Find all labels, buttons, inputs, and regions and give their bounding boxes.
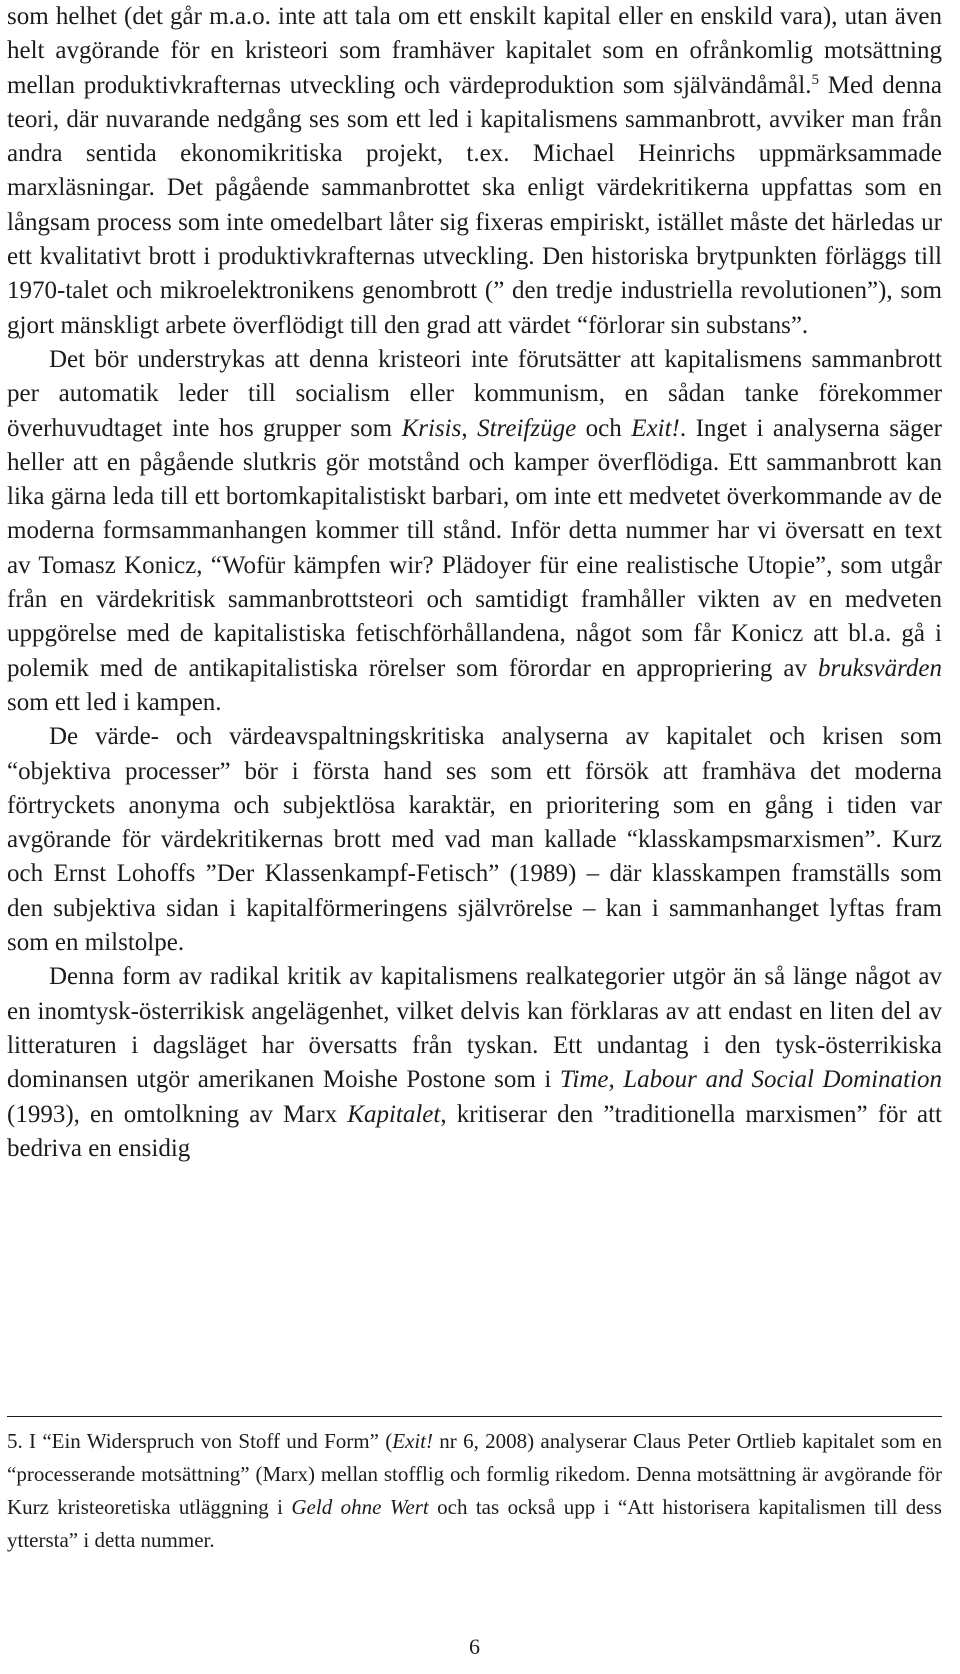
journal-title-streifzuege: Streifzüge <box>477 414 577 442</box>
journal-title-krisis: Krisis <box>401 414 462 442</box>
paragraph-4-text-b: (1993), en omtolkning av Marx <box>7 1100 348 1128</box>
paragraph-2-text-a: Det bör understrykas att denna kristeori inte förutsätter att kapitalismens sammanbrott per automatik leder till socialism eller kommunism, en sådan tanke förekommer överhuvudtaget inte hos grupper som <box>7 345 942 442</box>
page-number: 6 <box>469 1634 480 1659</box>
body-text <box>7 0 942 1166</box>
paragraph-2 <box>7 343 942 720</box>
footnote-text-b: nr 6, 2008) analyserar Claus Peter Ortlieb kapitalet som en “processerande motsättning” (Marx) mellan stofflig och formlig rikedom. Denna motsättning är avgörande för Kurz kristeoretiska utläggning i <box>7 1429 942 1519</box>
paragraph-2-text-e: som ett led i kampen. <box>7 688 222 716</box>
footnote-journal-exit: Exit! <box>392 1429 434 1453</box>
paragraph-1-text-a: som helhet (det går m.a.o. inte att tala om ett enskilt kapital eller en enskild vara), utan även helt avgörande för en kristeori som framhäver kapitalet som en ofrånkomlig motsättning mellan produktivkrafternas utveckling och värdeproduktion som självändåmål. <box>7 3 942 99</box>
paragraph-4 <box>7 960 942 1166</box>
document-page <box>7 0 942 1674</box>
paragraph-2-text-d: . Inget i analyserna säger heller att en pågående slutkris gör motstånd och kamper överflödiga. Ett sammanbrott kan lika gärna leda till ett bortomkapitalistiskt barbari, om inte ett medvetet överkommande av de moderna formsammanhangen kommer till stånd. Inför detta nummer har vi översatt en text av Tomasz Konicz, “Wofür kämpfen wir? Plädoyer für eine realistische Utopie”, som utgår från en värdekritisk sammanbrottsteori och samtidigt framhåller vikten av en medveten uppgörelse med de kapitalistiska fetischförhållandena, något som får Konicz att bl.a. gå i polemik med de antikapitalistiska rörelser som förordar en appropriering av <box>7 414 942 682</box>
footnote-reference-5: 5 <box>811 71 819 88</box>
term-bruksvarden: bruksvärden <box>817 654 942 682</box>
book-title-time-labour: Time, Labour and Social Domination <box>559 1066 943 1094</box>
footnote-5 <box>7 1425 942 1557</box>
paragraph-2-text-c: och <box>576 414 632 442</box>
footnote-text-c: och tas också upp i “Att historisera kapitalismen till dess yttersta” i detta nummer. <box>7 1495 942 1552</box>
paragraph-2-text-b: , <box>461 414 478 442</box>
paragraph-3: De värde- och värdeavspaltningskritiska analyserna av kapitalet och krisen som “objektiva processer” bör i första hand ses som ett försök att framhäva det moderna förtryckets anonyma och subjektlösa karaktär, en prioritering som en gång i tiden var avgörande för värdekritikernas brott med vad man kallade “klasskampsmarxismen”. Kurz och Ernst Lohoffs ”Der Klassenkampf-Fetisch” (1989) – där klasskampen framställs som den subjektiva sidan i kapitalförmeringens självrörelse – kan i sammanhanget lyftas fram som en milstolpe. <box>7 723 942 957</box>
paragraph-4-text-a: Denna form av radikal kritik av kapitalismens realkategorier utgör än så länge något av en inomtysk-österrikisk angelägenhet, vilket delvis kan förklaras av att endast en liten del av litteraturen i dagsläget har översatts från tyskan. Ett undantag i den tysk-österrikiska dominansen utgör amerikanen Moishe Postone som i <box>7 963 942 1094</box>
footnote-text-a: 5. I “Ein Widerspruch von Stoff und Form” ( <box>7 1429 393 1453</box>
book-title-kapitalet: Kapitalet <box>347 1100 441 1128</box>
journal-title-exit: Exit! <box>631 414 680 442</box>
paragraph-4-text-c: , kritiserar den ”traditionella marxismen” för att bedriva en ensidig <box>7 1100 942 1162</box>
footnote-book-geld-ohne-wert: Geld ohne Wert <box>291 1495 429 1519</box>
paragraph-1-text-b: Med denna teori, där nuvarande nedgång ses som ett led i kapitalismens sammanbrott, avviker man från andra sentida ekonomikritiska projekt, t.ex. Michael Heinrichs uppmärksammade marxläsningar. Det pågående sammanbrottet ska enligt värdekritikerna uppfattas som en långsam process som inte omedelbart låter sig fixeras empiriskt, istället måste det härledas ur ett kvalitativt brott i produktivkrafternas utveckling. Den historiska brytpunkten förläggs till 1970-talet och mikroelektronikens genombrott (” den tredje industriella revolutionen”), som gjort mänskligt arbete överflödigt till den grad att värdet “förlorar sin substans”. <box>7 71 942 339</box>
footnotes <box>7 1416 942 1557</box>
paragraph-1 <box>7 0 942 343</box>
